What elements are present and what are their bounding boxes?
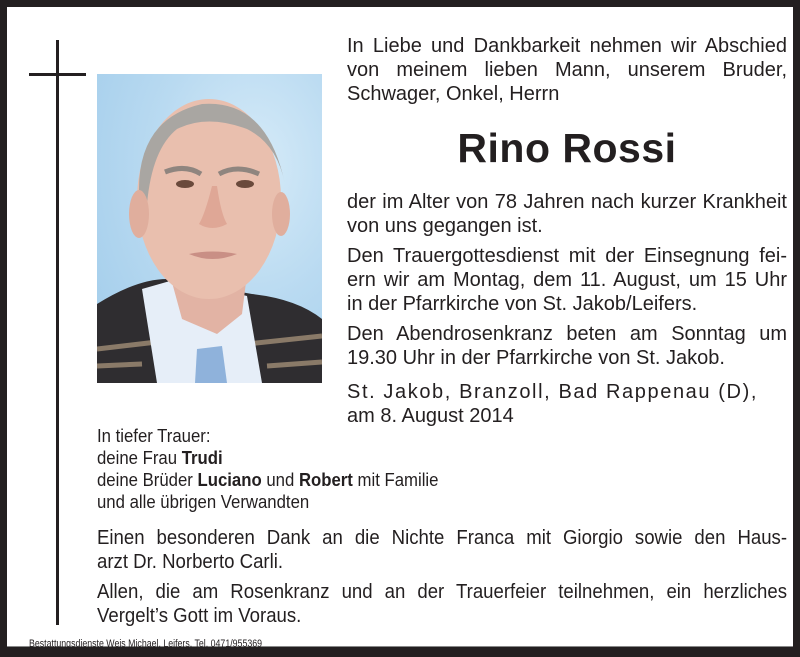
service-line: in der Pfarrkirche von St. Jakob/Leifers. (347, 293, 698, 315)
funeral-service-credit: Bestattungsdienste Weis Michael, Leifers, Tel. 0471/955369 (29, 638, 263, 650)
age-text (347, 190, 787, 238)
date-line: am 8. August 2014 (347, 405, 514, 427)
mourners-list (97, 425, 562, 513)
age-line: von uns gegangen ist. (347, 215, 543, 237)
conjunction: und (261, 470, 299, 490)
service-line: ern wir am Montag, dem 11. August, um 15 Uhr (347, 269, 787, 291)
portrait-photo (97, 74, 322, 383)
place-line: St. Jakob, Branzoll, Bad Rappenau (D), (347, 381, 758, 403)
intro-line: von meinem lieben Mann, unserem Bruder, (347, 59, 787, 81)
mourner-brothers (97, 469, 562, 491)
wife-prefix: deine Frau (97, 448, 182, 468)
thanks-line: Allen, die am Rosenkranz und an der Trauerfeier teilnehmen, ein herzliches (97, 581, 788, 603)
mourners-heading: In tiefer Trauer: (97, 426, 211, 446)
brother-name: Robert (298, 470, 353, 490)
obituary-card (7, 7, 793, 650)
announcement-column (347, 34, 787, 428)
wife-name: Trudi (181, 448, 223, 468)
thanks-line: Einen besonderen Dank an die Nichte Franca mit Giorgio sowie den Haus- (97, 527, 788, 549)
rosary-line: 19.30 Uhr in der Pfarrkirche von St. Jakob. (347, 347, 725, 369)
intro-line: In Liebe und Dankbarkeit nehmen wir Abschied (347, 35, 787, 57)
thanks-line: arzt Dr. Norberto Carli. (97, 551, 284, 573)
mourner-others: und alle übrigen Verwandten (97, 492, 310, 512)
intro-text (347, 34, 787, 106)
place-date (347, 380, 787, 428)
cross-icon-vertical (56, 40, 59, 625)
thanks-section (97, 526, 787, 628)
service-text (347, 244, 787, 316)
deceased-name: Rino Rossi (457, 125, 677, 171)
brothers-suffix: mit Familie (352, 470, 439, 490)
intro-line: Schwager, Onkel, Herrn (347, 83, 560, 105)
mourner-wife (97, 447, 562, 469)
thanks-paragraph (97, 580, 787, 628)
rosary-line: Den Abendrosenkranz beten am Sonntag um (347, 323, 787, 345)
thanks-line: Vergelt’s Gott im Voraus. (97, 605, 302, 627)
rosary-text (347, 322, 787, 370)
brother-name: Luciano (197, 470, 262, 490)
brothers-prefix: deine Brüder (97, 470, 198, 490)
service-line: Den Trauergottesdienst mit der Einsegnung fei- (347, 245, 787, 267)
age-line: der im Alter von 78 Jahren nach kurzer Krankheit (347, 191, 787, 213)
portrait-illustration (97, 74, 322, 383)
cross-icon-horizontal (29, 73, 86, 76)
thanks-paragraph (97, 526, 787, 574)
